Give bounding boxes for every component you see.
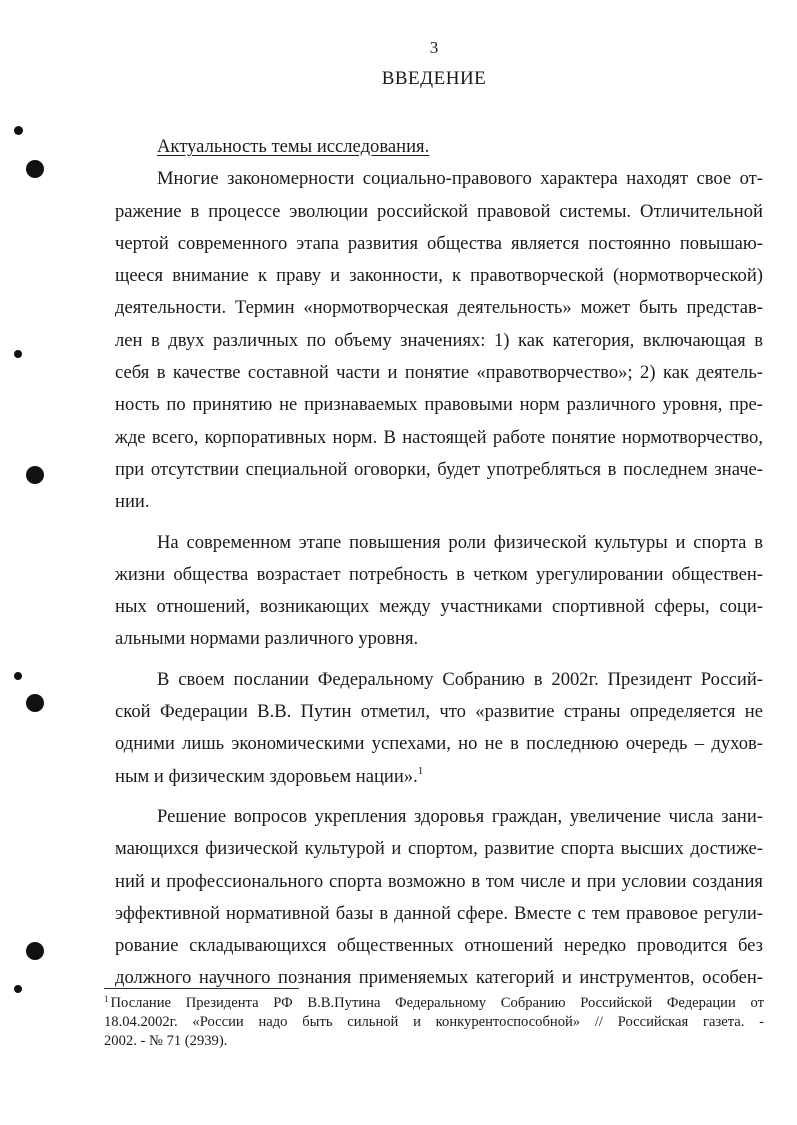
section-subtitle: Актуальность темы исследования. (157, 136, 430, 157)
text-line: чертой современного этапа развития общества является постоянно повышаю- (115, 232, 763, 254)
text-line: нии. (115, 491, 150, 513)
footnote-text: Послание Президента РФ В.В.Путина Федеральному Собранию Российской Федерации от (110, 995, 764, 1011)
body-text (115, 131, 763, 995)
footnote-mark: 1 (104, 994, 109, 1004)
binder-hole-mark (14, 350, 22, 358)
text-line: жизни общества возрастает потребность в четком урегулировании обществен- (115, 563, 763, 585)
footnote-reference[interactable]: 1 (417, 764, 424, 777)
footnote (104, 994, 764, 1051)
binder-hole (26, 694, 44, 712)
text-line: В своем послании Федеральному Собранию в 2002г. Президент Россий- (157, 668, 763, 690)
text-line: ний и профессионального спорта возможно в том числе и при условии создания (115, 870, 763, 892)
text-line: ской Федерации В.В. Путин отметил, что «развитие страны определяется не (115, 701, 763, 723)
text-line: ным и физическим здоровьем нации». (115, 765, 418, 787)
text-line: ность по принятию не признаваемых правовыми норм различного уровня, пре- (115, 394, 763, 416)
text-line-with-footnote (115, 761, 763, 793)
text-line: Многие закономерности социально-правового характера находят свое от- (157, 168, 763, 190)
text-line: эффективной нормативной базы в данной сфере. Вместе с тем правовое регули- (115, 902, 763, 924)
text-line: при отсутствии специальной оговорки, будет употребляться в последнем значе- (115, 458, 763, 480)
text-line: щееся внимание к праву и законности, к правотворческой (нормотворческой) (115, 265, 763, 287)
page-number: 3 (429, 38, 439, 57)
footnote-line (104, 994, 764, 1013)
paragraph-2 (115, 527, 763, 656)
footnote-line: 2002. - № 71 (2939). (104, 1033, 228, 1049)
text-line: одними лишь экономическими успехами, но не в последнюю очередь – духов- (115, 733, 763, 755)
text-line: должного научного познания применяемых категорий и инструментов, особен- (115, 967, 763, 989)
page-title: ВВЕДЕНИЕ (381, 68, 487, 89)
paragraph-3 (115, 664, 763, 793)
paragraph-4 (115, 801, 763, 995)
binder-hole (26, 466, 44, 484)
text-line: Решение вопросов укрепления здоровья граждан, увеличение числа зани- (157, 805, 763, 827)
text-line: альными нормами различного уровня. (115, 628, 419, 650)
binder-hole (26, 942, 44, 960)
text-line: деятельности. Термин «нормотворческая деятельность» может быть представ- (115, 297, 763, 319)
text-line: рование складывающихся общественных отношений нередко проводится без (115, 935, 763, 957)
binder-hole-mark (14, 985, 22, 993)
text-line: ных отношений, возникающих между участниками спортивной сферы, соци- (115, 596, 763, 618)
binder-hole (26, 160, 44, 178)
binder-hole-mark (14, 126, 23, 135)
footnote-line: 18.04.2002г. «России надо быть сильной и конкурентоспособной» // Российская газета. - (104, 1014, 764, 1030)
text-line: лен в двух различных по объему значениях: 1) как категория, включающая в (115, 329, 763, 351)
binder-hole-mark (14, 672, 22, 680)
text-line: мающихся физической культурой и спортом, развитие спорта высших достиже- (115, 838, 763, 860)
text-line: На современном этапе повышения роли физической культуры и спорта в (157, 531, 763, 553)
footnote-divider (104, 988, 299, 989)
text-line: жде всего, корпоративных норм. В настоящей работе понятие нормотворчество, (115, 426, 763, 448)
text-line: ражение в процессе эволюции российской правовой системы. Отличительной (115, 200, 763, 222)
text-line: себя в качестве составной части и понятие «правотворчество»; 2) как деятель- (115, 362, 763, 384)
paragraph-1 (115, 163, 763, 518)
